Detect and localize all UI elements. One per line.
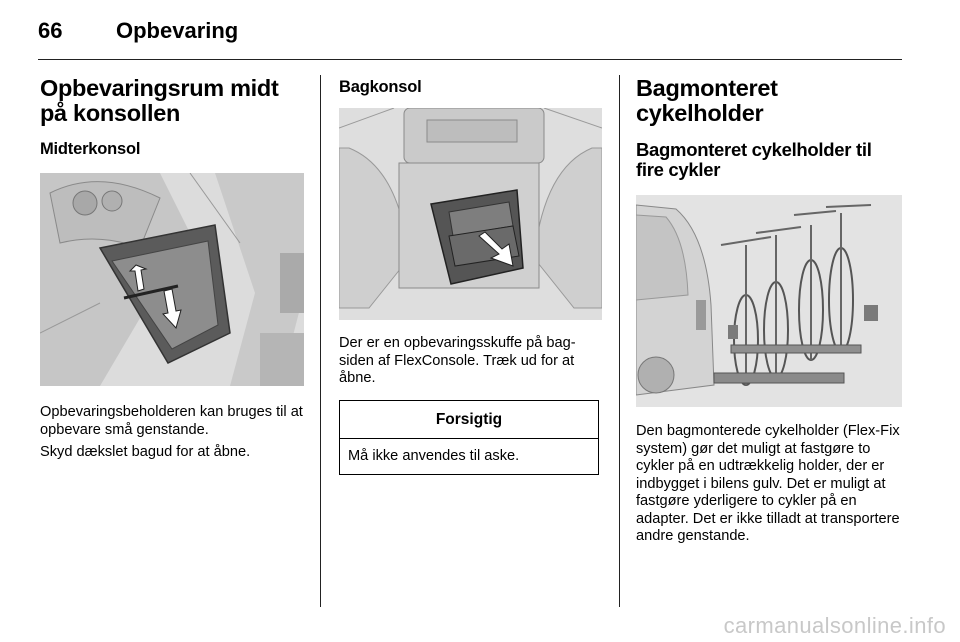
- paragraph-bike-carrier: Den bagmonterede cykelholder (Flex-Fix system) gør det muligt at fastgøre to cykler på en udtrækkelig holder, der er indbygget i bilens gulv. Det er muligt at fastgøre yderligere to cykler på en adapter. Det er ikke tilladt at transportere andre genstande.: [636, 423, 900, 544]
- subheading-bagkonsol: Bagkonsol: [339, 78, 422, 96]
- page-number: 66: [38, 18, 63, 43]
- subheading-midterkonsol: Midterkonsol: [40, 140, 141, 158]
- watermark: carmanualsonline.info: [723, 613, 946, 638]
- subheading-four-bikes: Bagmonteret cykelholder til fire cykler: [636, 139, 872, 180]
- rear-console-drawer-illustration: [339, 108, 602, 320]
- header-rule: [38, 59, 902, 60]
- column-bagkonsol: [339, 76, 602, 475]
- paragraph-rear-drawer: Der er en opbevaringsskuffe på bag-siden af FlexConsole. Træk ud for at åbne.: [339, 335, 576, 386]
- column-midterkonsol: [40, 76, 304, 462]
- section-heading-console-storage: Opbevaringsrum midt på konsollen: [40, 75, 279, 126]
- caution-text: Må ikke anvendes til aske.: [348, 447, 520, 464]
- caution-title: Forsigtig: [340, 401, 598, 439]
- paragraph-slide-cover: Skyd dækslet bagud for at åbne.: [40, 444, 251, 460]
- column-divider-2: [619, 75, 620, 607]
- column-cykelholder: [636, 76, 902, 546]
- paragraph-container-use: Opbevaringsbeholderen kan bruges til at opbevare små genstande.: [40, 404, 303, 438]
- bike-carrier-illustration: [636, 195, 902, 407]
- page-title: Opbevaring: [116, 18, 239, 43]
- column-divider-1: [320, 75, 321, 607]
- section-heading-bike-carrier: Bagmonteret cykelholder: [636, 75, 778, 126]
- caution-box: [339, 400, 599, 475]
- center-console-illustration: [40, 173, 304, 386]
